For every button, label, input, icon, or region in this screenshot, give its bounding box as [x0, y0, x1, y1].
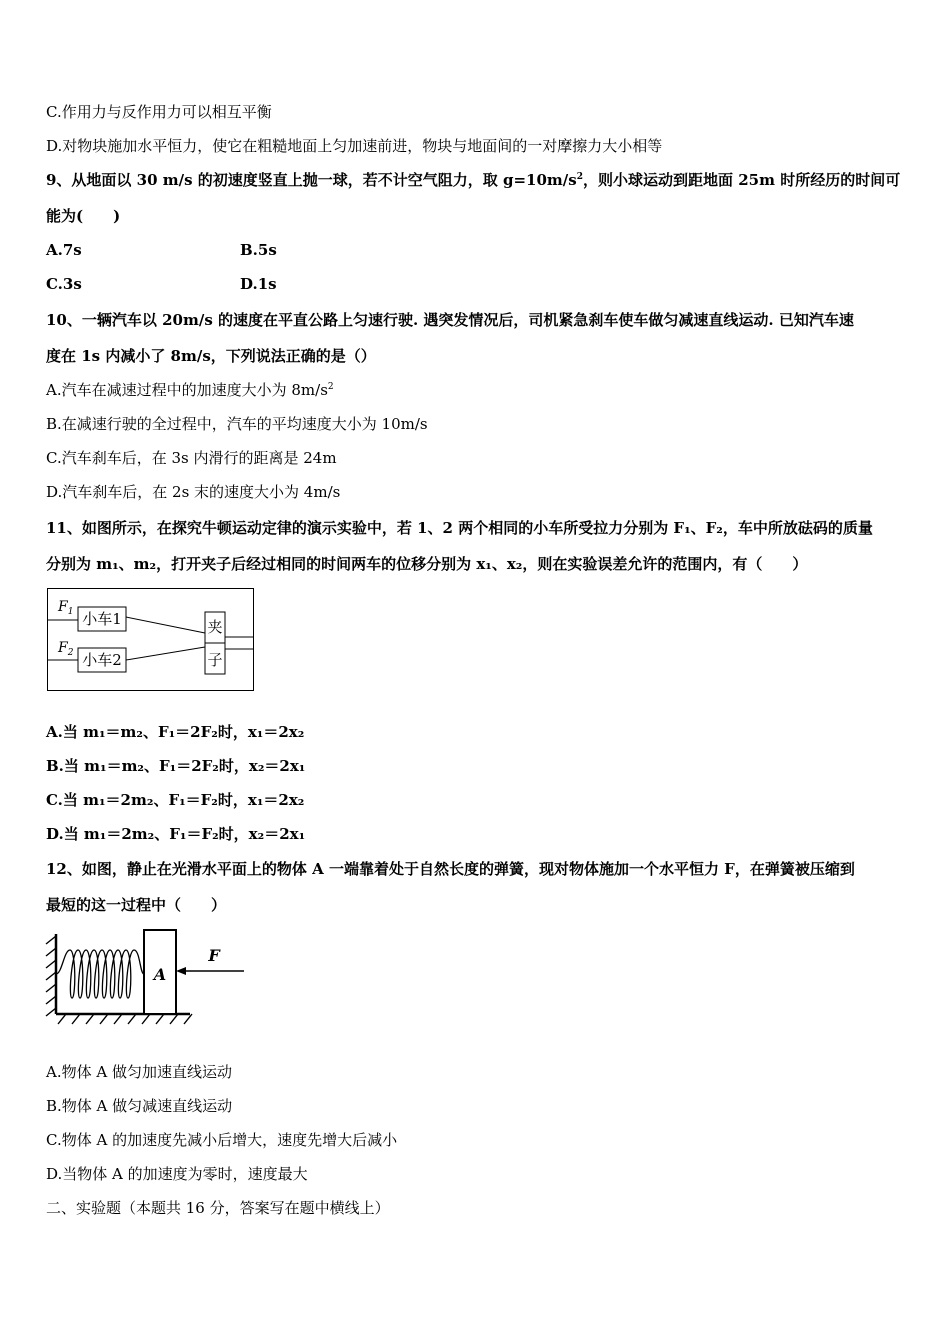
- f2-label: $F_2$: [58, 640, 74, 658]
- q10-stem-line1: 10、一辆汽车以 20m/s 的速度在平直公路上匀速行驶. 遇突发情况后，司机紧急刹车使车做匀减速直线运动. 已知汽车速: [46, 311, 854, 329]
- wall-hatching: [46, 936, 56, 1016]
- cart-2-label: 小车2: [82, 651, 122, 669]
- q11-option-b: B.当 m₁＝m₂、F₁＝2F₂时，x₂＝2x₁: [46, 757, 306, 775]
- q10-option-c: C.汽车刹车后，在 3s 内滑行的距离是 24m: [46, 449, 337, 467]
- q10-option-b: B.在减速行驶的全过程中，汽车的平均速度大小为 10m/s: [46, 415, 428, 433]
- q9-option-b: B.5s: [240, 241, 277, 259]
- clip-label-top: 夹: [207, 618, 223, 636]
- q8-option-c: C.作用力与反作用力可以相互平衡: [46, 103, 272, 121]
- q11-option-d: D.当 m₁＝2m₂、F₁＝F₂时，x₂＝2x₁: [46, 825, 306, 843]
- section-2-heading: 二、实验题（本题共 16 分，答案写在题中横线上）: [46, 1199, 390, 1217]
- force-arrow-head: [176, 967, 186, 975]
- q9-superscript: 2: [576, 172, 583, 182]
- floor-hatching: [58, 1014, 192, 1024]
- q11-cart-diagram: [46, 587, 256, 693]
- q10-option-a: [46, 380, 334, 400]
- q11-option-c: C.当 m₁＝2m₂、F₁＝F₂时，x₁＝2x₂: [46, 791, 305, 809]
- q12-option-d: D.当物体 A 的加速度为零时，速度最大: [46, 1165, 308, 1183]
- clip-label-bottom: 子: [207, 651, 223, 669]
- q12-option-a: A.物体 A 做匀加速直线运动: [46, 1063, 232, 1081]
- q9-stem-part2: ，则小球运动到距地面 25m 时所经历的时间可: [583, 171, 901, 189]
- q11-option-a: A.当 m₁＝m₂、F₁＝2F₂时，x₁＝2x₂: [46, 723, 305, 741]
- q9-stem-part1: 9、从地面以 30 m/s 的初速度竖直上抛一球，若不计空气阻力，取 g=10m/s: [46, 171, 577, 189]
- q9-option-d: D.1s: [240, 275, 277, 293]
- block-a-label: A: [153, 965, 167, 984]
- q11-stem-line2: 分别为 m₁、m₂，打开夹子后经过相同的时间两车的位移分别为 x₁、x₂，则在实验误差允许的范围内，有（ ）: [46, 555, 808, 573]
- force-label: F: [208, 946, 220, 965]
- q11-stem-line1: 11、如图所示，在探究牛顿运动定律的演示实验中，若 1、2 两个相同的小车所受拉力分别为 F₁、F₂，车中所放砝码的质量: [46, 519, 873, 537]
- q12-option-c: C.物体 A 的加速度先减小后增大，速度先增大后减小: [46, 1131, 398, 1149]
- q9-stem-line1: [46, 170, 900, 190]
- q10-option-a-superscript: 2: [327, 382, 334, 392]
- q12-stem-line1: 12、如图，静止在光滑水平面上的物体 A 一端靠着处于自然长度的弹簧，现对物体施加一个水平恒力 F，在弹簧被压缩到: [46, 860, 855, 878]
- q9-option-a: A.7s: [46, 241, 82, 259]
- q12-stem-line2: 最短的这一过程中（ ）: [46, 896, 227, 914]
- string-2: [126, 647, 205, 660]
- q10-option-d: D.汽车刹车后，在 2s 末的速度大小为 4m/s: [46, 483, 341, 501]
- q8-option-d: D.对物块施加水平恒力，使它在粗糙地面上匀加速前进，物块与地面间的一对摩擦力大小相等: [46, 137, 663, 155]
- q12-option-b: B.物体 A 做匀减速直线运动: [46, 1097, 233, 1115]
- q10-option-a-text: A.汽车在减速过程中的加速度大小为 8m/s: [46, 381, 328, 399]
- q10-stem-line2: 度在 1s 内减小了 8m/s，下列说法正确的是（）: [46, 347, 376, 365]
- q9-option-c: C.3s: [46, 275, 82, 293]
- spring: [56, 950, 144, 998]
- q9-stem-line2: 能为( ): [46, 207, 121, 225]
- f1-label: $F_1$: [58, 599, 74, 617]
- q12-spring-diagram: [44, 926, 248, 1028]
- cart-1-label: 小车1: [82, 610, 122, 628]
- string-1: [126, 617, 205, 633]
